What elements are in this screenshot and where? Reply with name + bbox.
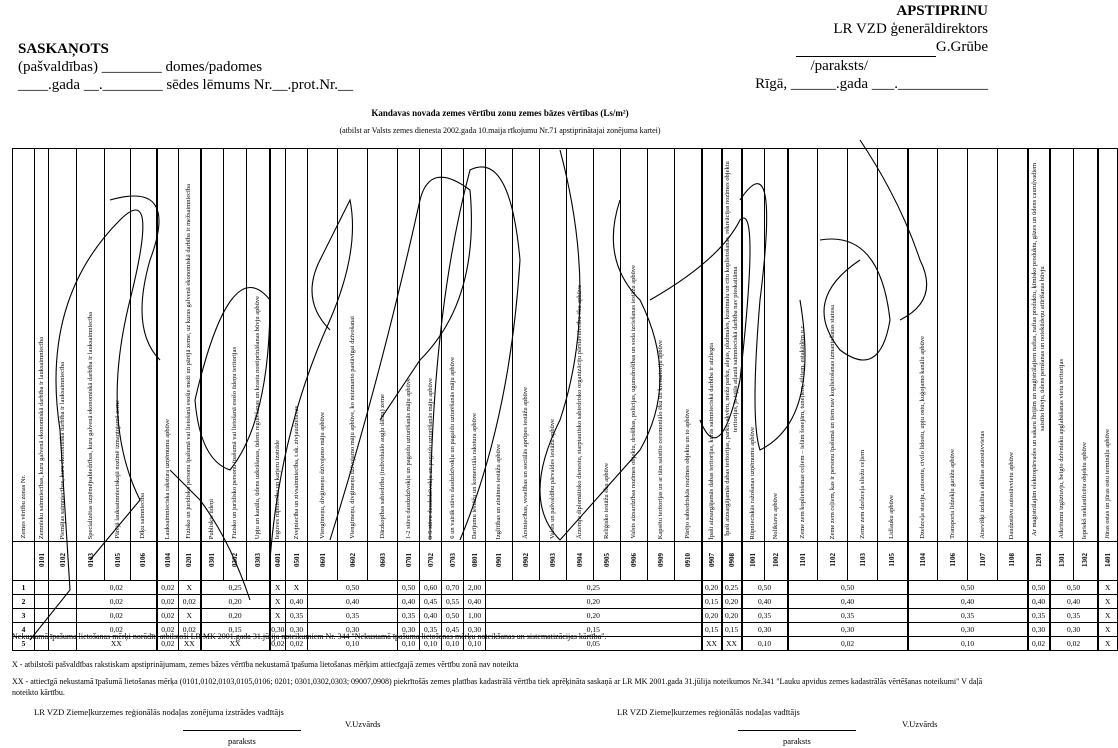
col-header-0907: Īpaši aizsargājamās dabas teritorijas, kurās saimnieciskā darbība ir aizliegta [702,149,722,542]
col-header-0906: Valsts aizsardzības nozīmes objektu, drošības, policijas, ugunsdrošības un soda izciešanas iestāžu apbūve [621,149,648,542]
code-cell: 1302 [1074,542,1098,581]
header-row-codes [13,542,1118,581]
col-header-0603: Dārzkopības sabiedrību (individuālo augļu dārzu) zeme [368,149,398,542]
value-cell: 0,15 [722,623,742,637]
header-row-labels [13,149,1118,542]
value-cell: 0,02 [286,637,308,651]
value-cell: 0,02 [157,595,179,609]
right-signer-title: LR VZD Ziemeļkurzemes reģionālās nodaļas vadītājs [617,707,800,717]
value-cell: 0,10 [420,637,442,651]
col-header-0901: Izglītības un zinātnes iestāžu apbūve [486,149,513,542]
value-cell: X [1098,595,1118,609]
col-header-1401: Jūras ostas un jūras ostu termināļu apbūve [1098,149,1118,542]
col-header-1108: Daudzstāvu autostāvvietu apbūve [998,149,1028,542]
right-signature-line [738,730,856,731]
col-header-0903: Valsts un pašvaldību pārvaldes iestāžu apbūve [540,149,567,542]
code-cell: 1401 [1098,542,1118,581]
code-cell: 1105 [878,542,908,581]
right-signer-name: V.Uzvārds [902,719,938,729]
code-cell: 1002 [765,542,788,581]
value-cell: 0,50 [398,581,420,595]
col-header-0902: Ārstniecības, veselības un sociālās aprūpes iestāžu apbūve [513,149,540,542]
value-cell: 0,50 [788,581,908,595]
col-header-0910: Pārējo sabiedriskās nozīmes objektu un to apbūve [675,149,702,542]
value-cell: 0,02 [77,581,157,595]
value-cell: 0,20 [722,595,742,609]
value-cell: 0,10 [742,637,788,651]
value-cell: 0,45 [442,623,464,637]
value-cell: X [286,581,308,595]
left-signer-name: V.Uzvārds [345,719,381,729]
col-header-0106: Dīķu saimniecība [131,149,157,542]
saskanots-title: SASKAŅOTS [18,41,109,57]
code-cell: 1107 [968,542,998,581]
value-cell: X [270,581,286,595]
approval-block-right [755,2,988,93]
code-cell: 1301 [1050,542,1074,581]
value-cell: 0,10 [908,637,1028,651]
value-cell: 0,40 [1050,595,1098,609]
value-cell: 0,15 [201,623,270,637]
value-cell: 0,30 [742,623,788,637]
value-cell: 0,25 [722,581,742,595]
col-header-1002: Noliktavu apbūve [765,149,788,542]
code-cell: 0908 [722,542,742,581]
value-cell: X [1098,637,1118,651]
code-cell: 0907 [702,542,722,581]
value-cell: 0,30 [308,623,398,637]
value-cell: 0,02 [77,623,157,637]
value-cell: 0,02 [77,595,157,609]
code-cell: 0102 [49,542,77,581]
value-cell: XX [722,637,742,651]
zone-number: 3 [13,609,35,623]
col-header-1104: Dzelzceļa staciju, autoostu, civilo lidostu, upju ostu, kuģojamo kanālu apbūve [908,149,938,542]
col-header-0104: Lauksaimnieciska rakstura uzņēmumu apbūve [157,149,179,542]
value-cell: 0,55 [442,595,464,609]
value-cell: 0,30 [464,623,486,637]
value-cell: X [1098,623,1118,637]
approval-block-left [18,40,353,94]
value-cell: 0,02 [157,609,179,623]
value-cell: 0,20 [722,609,742,623]
value-cell: 0,30 [270,623,286,637]
value-cell: 0,35 [788,609,908,623]
table-title: Kandavas novada zemes vērtību zonu zemes bāzes vērtības (Ls/m²) [371,108,629,118]
code-cell: 0401 [270,542,286,581]
value-cell: 0,35 [742,609,788,623]
col-header-0301: Publiskie ūdeņi [201,149,224,542]
col-header-1201: Ar maģistrālajām elektropārvades un sakaru līnijām un maģistrālajiem naftas, naftas produktu, ķīmisko produktu, gāzes un ūdens cauruļvadiem saistīto būvju, ūdens pemšanas un notekūdeņu attīrīšanas būvju [1028,149,1050,542]
value-cell: 0,02 [788,637,908,651]
value-cell: 0,40 [286,595,308,609]
code-cell: 0301 [201,542,224,581]
col-header-0501: Zvejniecība un zivsaimniecība, t.sk. zivjaudzētavas [286,149,308,542]
value-cell: 0,20 [702,581,722,595]
col-header-0102: Piemājas saimniecības, kuru ekonomiskā darbība ir lauksaimniecība [49,149,77,542]
value-cell: 0,20 [702,609,722,623]
table-row [13,609,1118,623]
col-header-0701: 1-2 stāvu daudzdzīvokļu un pagaidu uzturēšanās māju apbūve [398,149,420,542]
col-header-0303: Upju un kanālu, ūdens uzkrāšanas, ūdens regulēšanas un krastu nostiprināšanas būvju apbūve [247,149,270,542]
value-cell: XX [702,637,722,651]
zone-number: 2 [13,595,35,609]
note-xx-legend: XX - attiecīgā nekustamā īpašumā lietošanas mērķa (0101,0102,0103,0105,0106; 0201; 0301,0302,0303; 09007,0908) piekrītošās zemes platības kadastrālā vērtība tiek aprēķināta saskaņā ar LR MK 2001.gada 31.jūlija noteikumos Nr.341 "Lauku apvidus zemes kadastrālās vērtēšanas noteikumi" V daļā noteikto kārtību. [12,677,983,697]
director-line: LR VZD ģenerāldirektors [833,21,988,37]
value-cell: 0,25 [486,581,702,595]
col-header-1102: Zeme zem ceļiem, kas ir personu īpašumā un tiem nav koplietošanas izmantošanas statusa [818,149,848,542]
code-cell: 0910 [675,542,702,581]
value-cell: 0,40 [788,595,908,609]
value-cell: 0,10 [442,637,464,651]
signature-label: /paraksts/ [810,58,868,74]
note-x-legend: X - atbilstoši pašvaldības rakstiskam apstiprinājumam, zemes bāzes vērtība nekustamā īpašuma lietošanas mērķim attiecīgajā zemes vērtību zonā nav noteikta [12,660,519,669]
code-cell: 1201 [1028,542,1050,581]
value-cell: 0,20 [201,595,270,609]
code-cell: 1103 [848,542,878,581]
value-cell: 0,35 [398,609,420,623]
code-cell: 0702 [420,542,442,581]
code-cell: 0909 [648,542,675,581]
col-header-0401: Ieguves rūpniecība un karjeru izstrāde [270,149,286,542]
value-cell: X [1098,581,1118,595]
value-cell: 0,20 [486,609,702,623]
col-header-1107: Atsevišķi izdalītas atklātas autostāvvietas [968,149,998,542]
value-cell: 0,35 [420,623,442,637]
code-cell: 0603 [368,542,398,581]
code-cell: 0302 [224,542,247,581]
left-signature-line [183,730,301,731]
value-cell: 0,10 [308,637,398,651]
col-header-1001: Rūpnieciskās ražošanas uzņēmumu apbūve [742,149,765,542]
value-cell: 0,35 [908,609,1028,623]
col-header-0909: Kapsētu teritorijas un ar tām saistīto ceremoniālo ēku un krematoriju apbūve [648,149,675,542]
col-header-0302: Fizisko un juridisko personu īpašumā vai lietošanā esošo ūdeņu teritorijas [224,149,247,542]
col-header-1105: Lidlauku apbūve [878,149,908,542]
value-cell: 0,50 [1028,581,1050,595]
col-header-0602: Viengimeņu, divģimeņu dzīvojamo māju apbūve, ko neizmanto pastāvīgai dzīvošanai [338,149,368,542]
code-cell: 1102 [818,542,848,581]
value-cell: 0,02 [270,637,286,651]
value-cell: 0,50 [1050,581,1098,595]
value-cell: 0,35 [1050,609,1098,623]
table-row [13,581,1118,595]
decision-line: ____.gada __.________ sēdes lēmums Nr.__.prot.Nr.__ [18,77,353,93]
code-cell: 0106 [131,542,157,581]
value-cell: 0,30 [398,623,420,637]
director-signature-line [755,38,988,57]
value-cell: 0,15 [702,595,722,609]
value-cell: 0,50 [742,581,788,595]
value-cell: X [179,581,201,595]
value-cell: 0,15 [702,623,722,637]
col-header-0905: Reliģisko iestāžu ēku apbūve [594,149,621,542]
code-cell: 0104 [157,542,179,581]
code-cell: 0501 [286,542,308,581]
code-cell: 0601 [308,542,338,581]
value-cell: 2,00 [464,581,486,595]
value-cell: 0,40 [464,595,486,609]
col-header-0201: Fizisko un juridisko personu īpašumā vai lietošanā esošie meži un pārējā zeme, uz kuras galvenā ekonomiskā darbība ir mežsaimniecība [179,149,201,542]
value-cell: 0,35 [286,609,308,623]
col-header-0103: Specializētas uzņēmējsabiedrības, kuru galvenā ekonomiskā darbība ir lauksaimniecība [77,149,105,542]
code-cell: 0901 [486,542,513,581]
value-cell: 0,40 [308,595,398,609]
col-header-0101: Zemnieku saimniecības, kuru galvenā ekonomiskā darbība ir lauksaimniecība [35,149,49,542]
col-header-1103: Zeme zem dzelzceļa sliežu ceļiem [848,149,878,542]
code-cell: 0602 [338,542,368,581]
value-cell: 0,45 [420,595,442,609]
zone-number: 4 [13,623,35,637]
value-cell: 0,40 [420,609,442,623]
director-name: G.Grūbe [935,39,988,55]
col-header-0904: Ārzemju diplomātisko dienestu, starptautisko sabiedrisko organizāciju pārstāvniecību ēku apbūve [567,149,594,542]
value-cell: 0,02 [77,609,157,623]
value-cell: 0,30 [908,623,1028,637]
value-cell: 0,15 [486,623,702,637]
code-cell: 0703 [442,542,464,581]
col-header-1106: Transporta līdzekļu garāžu apbūve [938,149,968,542]
value-cell: 0,40 [398,595,420,609]
zone-number: 1 [13,581,35,595]
code-cell-zone [13,542,35,581]
table-row [13,595,1118,609]
value-cell: XX [201,637,270,651]
col-header-0703: 6 un vairāk stāvu daudzdzīvokļu un pagaidu uzturēšanās māju apbūve [442,149,464,542]
value-cell: 0,60 [420,581,442,595]
value-cell: 0,02 [1050,637,1098,651]
value-cell: 0,30 [1050,623,1098,637]
value-cell: 0,02 [157,623,179,637]
value-cell: 0,35 [308,609,398,623]
value-cell: 0,40 [742,595,788,609]
value-cell: 0,40 [1028,595,1050,609]
right-signature-label: paraksts [783,736,811,746]
col-header-0908: Īpaši aizsargājamās dabas teritorijas, parku, skvēru, meža parku, alejas, pludmales, krastmalu un citu koplietošanas, rekreācijas nozīmes objektu teritorijas, ja tajās atļautā saimnieciskā darbība nav pieskaitāma [722,149,742,542]
left-signature-label: paraksts [228,736,256,746]
zone-number: 5 [13,637,35,651]
value-cell: X [1098,609,1118,623]
value-cell: 0,25 [201,581,270,595]
value-cell: 0,50 [908,581,1028,595]
col-header-1101: Zeme zem koplietošanas ceļiem – ielām šosejām, tuneļiem, tiltiem, estakādēm u.c. [788,149,818,542]
code-cell: 0105 [105,542,131,581]
value-cell: XX [77,637,157,651]
code-cell: 1106 [938,542,968,581]
value-cell: 0,50 [308,581,398,595]
value-cell: 0,40 [908,595,1028,609]
left-signer-title: LR VZD Ziemeļkurzemes reģionālās nodaļas zonējuma izstrādes vadītājs [34,707,284,717]
code-cell: 0902 [513,542,540,581]
value-cell: 0,02 [179,595,201,609]
col-header-0801: Darījumu iestāžu un komerciāla rakstura apbūve [464,149,486,542]
col-header-0601: Viengimeņu, divģimeņu dzīvojamo māju apbūve [308,149,338,542]
value-cell: 0,50 [442,609,464,623]
col-header-0105: Pārējā lauksaimnieciskajā nozīmē izmantojamā zeme [105,149,131,542]
col-header-1301: Atkritumu izgāztuvju, beigto dzīvnieku apglabāšanas vietu teritorijas [1050,149,1074,542]
value-cell: 0,35 [1028,609,1050,623]
code-cell: 1104 [908,542,938,581]
zone-values-table [12,148,1118,651]
value-cell: 0,05 [486,637,702,651]
code-cell: 1101 [788,542,818,581]
col-header-0702: 3-5 stāvu daudzdzīvokļu un pagaidu uzturēšanās māju apbūve [420,149,442,542]
apstiprinu-title: APSTIPRINU [896,3,988,19]
code-cell: 1001 [742,542,765,581]
code-cell: 0701 [398,542,420,581]
value-cell: 0,30 [1028,623,1050,637]
council-line: (pašvaldības) ________ domes/padomes [18,59,263,75]
value-cell: 0,02 [179,623,201,637]
code-cell: 0903 [540,542,567,581]
value-cell: 0,02 [157,637,179,651]
value-cell: 0,10 [464,637,486,651]
code-cell: 0303 [247,542,270,581]
value-cell: 0,30 [286,623,308,637]
value-cell: 0,30 [788,623,908,637]
note-purposes: Nekustamā īpašuma lietošanas mērķi norādīti atbilstoši LR MK 2001.gada 31.jūlija noteikumiem Nr. 344 "Nekustamā īpašuma lietošanas mērķu noteikšanas un sistematizācijas kārtība". [12,632,607,641]
zone-header-cell: Zemes vērtību zonas Nr. [13,149,35,542]
value-cell: XX [179,637,201,651]
code-cell: 0801 [464,542,486,581]
code-cell: 0905 [594,542,621,581]
table-subtitle: (atbilst ar Valsts zemes dienesta 2002.gada 10.maija rīkojumu Nr.71 apstiprinātajai zonējuma kartei) [339,126,661,135]
code-cell: 0904 [567,542,594,581]
value-cell: 0,02 [1028,637,1050,651]
code-cell: 0103 [77,542,105,581]
value-cell: 1,00 [464,609,486,623]
place-date-line: Rīgā, ______.gada ___.____________ [755,76,988,92]
code-cell: 0201 [179,542,201,581]
col-header-1302: Iepriekš neklasificētu objektu apbūve [1074,149,1098,542]
code-cell: 1108 [998,542,1028,581]
value-cell: 0,20 [486,595,702,609]
value-cell: 0,02 [157,581,179,595]
code-cell: 0906 [621,542,648,581]
value-cell: X [270,609,286,623]
value-cell: 0,70 [442,581,464,595]
value-cell: 0,10 [398,637,420,651]
value-cell: X [270,595,286,609]
value-cell: 0,20 [201,609,270,623]
code-cell: 0101 [35,542,49,581]
value-cell: X [179,609,201,623]
